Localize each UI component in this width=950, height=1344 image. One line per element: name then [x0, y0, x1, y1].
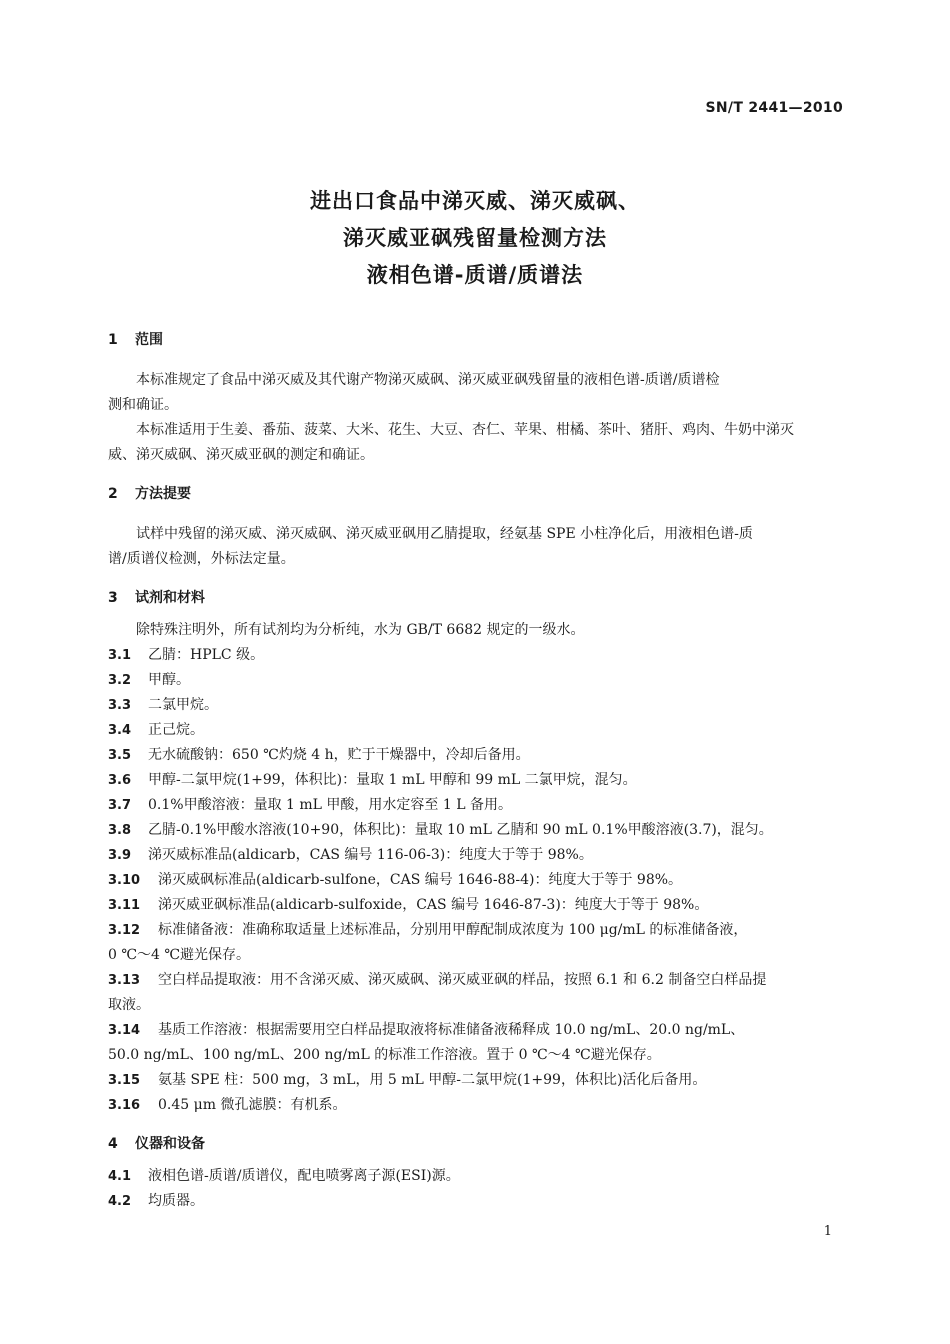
list-item [108, 718, 844, 743]
list-item [108, 968, 844, 1018]
page-number: 1 [823, 1224, 832, 1239]
section-4-heading [108, 1132, 844, 1156]
item-number: 3.8 [108, 823, 132, 838]
section-1-paragraph-2 [108, 418, 844, 468]
paragraph-line: 测和确证。 [108, 397, 178, 413]
item-text: 甲醇。 [148, 672, 190, 688]
item-number: 4.2 [108, 1194, 132, 1209]
item-text: 氨基 SPE 柱：500 mg，3 mL，用 5 mL 甲醇-二氯甲烷(1+99，体积比)活化后备用。 [158, 1072, 707, 1088]
section-2-title: 方法提要 [135, 486, 191, 502]
item-number: 3.1 [108, 648, 132, 663]
list-item [108, 743, 844, 768]
section-3-intro [108, 618, 844, 643]
section-1-title: 范围 [135, 332, 163, 348]
list-item [108, 868, 844, 893]
item-text: 液相色谱-质谱/质谱仪，配电喷雾离子源(ESI)源。 [148, 1168, 460, 1184]
section-1-number: 1 [108, 332, 118, 348]
list-item [108, 1189, 844, 1214]
list-item [108, 918, 844, 968]
item-number: 3.2 [108, 673, 132, 688]
section-4-title: 仪器和设备 [135, 1136, 205, 1152]
item-text: 基质工作溶液：根据需要用空白样品提取液将标准储备液稀释成 10.0 ng/mL、20.0 ng/mL、 [158, 1022, 745, 1038]
paragraph-line: 本标准规定了食品中涕灭威及其代谢产物涕灭威砜、涕灭威亚砜残留量的液相色谱-质谱/质谱检 [136, 372, 720, 388]
paragraph-line: 试样中残留的涕灭威、涕灭威砜、涕灭威亚砜用乙腈提取，经氨基 SPE 小柱净化后，用液相色谱-质 [136, 526, 753, 542]
item-text: 正己烷。 [148, 722, 204, 738]
item-number: 4.1 [108, 1169, 132, 1184]
item-text: 标准储备液：准确称取适量上述标准品，分别用甲醇配制成浓度为 100 μg/mL 的标准储备液， [158, 922, 748, 938]
paragraph-line: 除特殊注明外，所有试剂均为分析纯，水为 GB/T 6682 规定的一级水。 [136, 622, 585, 638]
item-number: 3.5 [108, 748, 132, 763]
item-number: 3.14 [108, 1023, 141, 1038]
item-text: 涕灭威标准品(aldicarb，CAS 编号 116-06-3)：纯度大于等于 98%。 [148, 847, 593, 863]
section-1-paragraph-1 [108, 368, 844, 418]
item-text: 无水硫酸钠：650 ℃灼烧 4 h，贮于干燥器中，冷却后备用。 [148, 747, 530, 763]
item-text: 二氯甲烷。 [148, 697, 218, 713]
item-text: 乙腈：HPLC 级。 [148, 647, 265, 663]
paragraph-line: 本标准适用于生姜、番茄、菠菜、大米、花生、大豆、杏仁、苹果、柑橘、茶叶、猪肝、鸡肉、牛奶中涕灭 [136, 422, 794, 438]
item-number: 3.11 [108, 898, 141, 913]
item-text: 甲醇-二氯甲烷(1+99，体积比)：量取 1 mL 甲醇和 99 mL 二氯甲烷，混匀。 [148, 772, 637, 788]
item-number: 3.13 [108, 973, 141, 988]
item-text-continued: 0 ℃～4 ℃避光保存。 [108, 947, 251, 963]
item-text: 均质器。 [148, 1193, 204, 1209]
item-text: 0.45 μm 微孔滤膜：有机系。 [158, 1097, 347, 1113]
item-number: 3.3 [108, 698, 132, 713]
paragraph-line: 谱/质谱仪检测，外标法定量。 [108, 551, 295, 567]
title-line-2: 涕灭威亚砜残留量检测方法 [343, 226, 607, 250]
section-3-title: 试剂和材料 [135, 590, 205, 606]
section-1-heading [108, 328, 844, 352]
item-text: 乙腈-0.1%甲酸水溶液(10+90，体积比)：量取 10 mL 乙腈和 90 mL 0.1%甲酸溶液(3.7)，混匀。 [148, 822, 773, 838]
list-item [108, 1164, 844, 1189]
list-item [108, 768, 844, 793]
item-text: 0.1%甲酸溶液：量取 1 mL 甲酸，用水定容至 1 L 备用。 [148, 797, 512, 813]
standard-code: SN/T 2441—2010 [705, 100, 843, 116]
item-number: 3.4 [108, 723, 132, 738]
title-line-1: 进出口食品中涕灭威、涕灭威砜、 [310, 189, 640, 213]
list-item [108, 843, 844, 868]
document-body [108, 328, 844, 1214]
item-number: 3.9 [108, 848, 132, 863]
list-item [108, 1018, 844, 1068]
list-item [108, 818, 844, 843]
section-2-paragraph-1 [108, 522, 844, 572]
section-2-number: 2 [108, 486, 118, 502]
item-number: 3.10 [108, 873, 141, 888]
list-item [108, 643, 844, 668]
item-text-continued: 50.0 ng/mL、100 ng/mL、200 ng/mL 的标准工作溶液。置于 0 ℃～4 ℃避光保存。 [108, 1047, 661, 1063]
section-3-number: 3 [108, 590, 118, 606]
title-line-3: 液相色谱-质谱/质谱法 [366, 263, 584, 287]
item-text: 涕灭威砜标准品(aldicarb-sulfone，CAS 编号 1646-88-4)：纯度大于等于 98%。 [158, 872, 683, 888]
item-number: 3.15 [108, 1073, 141, 1088]
list-item [108, 1093, 844, 1118]
section-3-heading [108, 586, 844, 610]
item-text: 空白样品提取液：用不含涕灭威、涕灭威砜、涕灭威亚砜的样品，按照 6.1 和 6.2 制备空白样品提 [158, 972, 767, 988]
item-number: 3.12 [108, 923, 141, 938]
paragraph-line: 威、涕灭威砜、涕灭威亚砜的测定和确证。 [108, 447, 374, 463]
list-item [108, 893, 844, 918]
item-number: 3.7 [108, 798, 132, 813]
document-title [0, 183, 950, 294]
section-2-heading [108, 482, 844, 506]
section-4-number: 4 [108, 1136, 118, 1152]
list-item [108, 668, 844, 693]
item-number: 3.6 [108, 773, 132, 788]
item-text: 涕灭威亚砜标准品(aldicarb-sulfoxide，CAS 编号 1646-87-3)：纯度大于等于 98%。 [158, 897, 709, 913]
list-item [108, 693, 844, 718]
list-item [108, 1068, 844, 1093]
item-number: 3.16 [108, 1098, 141, 1113]
item-text-continued: 取液。 [108, 997, 150, 1013]
list-item [108, 793, 844, 818]
